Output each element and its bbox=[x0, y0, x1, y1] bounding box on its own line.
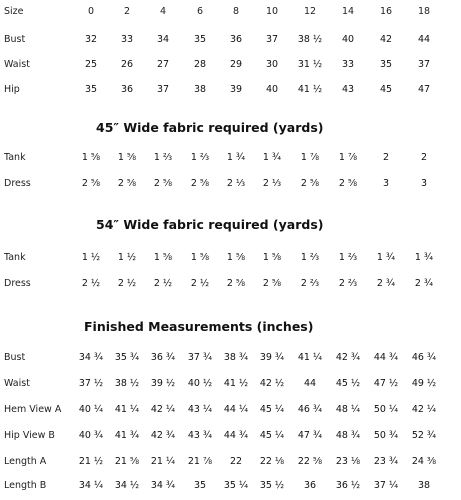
table-cell: 34 ¾ bbox=[150, 480, 176, 491]
table-cell: 1 ½ bbox=[117, 252, 137, 263]
table-cell: 47 ¾ bbox=[297, 430, 323, 441]
table-cell: 45 ¼ bbox=[259, 430, 285, 441]
table-cell: 1 ⅝ bbox=[190, 252, 210, 263]
table-cell: 44 ¾ bbox=[223, 430, 249, 441]
table-cell: 2 ⅝ bbox=[117, 178, 137, 189]
table-cell: 37 ¾ bbox=[187, 352, 213, 363]
table-cell: 1 ¾ bbox=[376, 252, 396, 263]
table-cell: 23 ¾ bbox=[373, 456, 399, 467]
table-cell: 37 ½ bbox=[78, 378, 104, 389]
table-cell: 22 ⅝ bbox=[297, 456, 323, 467]
table-cell: 46 ¾ bbox=[411, 352, 437, 363]
table-cell: 36 bbox=[229, 34, 243, 45]
table-cell: 2 ½ bbox=[190, 278, 210, 289]
table-cell: 43 bbox=[341, 84, 355, 95]
table-cell: 25 bbox=[84, 59, 98, 70]
row-label: Dress bbox=[4, 278, 31, 289]
table-cell: 40 ¾ bbox=[78, 430, 104, 441]
table-cell: 28 bbox=[193, 59, 207, 70]
table-cell: 43 ¾ bbox=[187, 430, 213, 441]
table-cell: 49 ½ bbox=[411, 378, 437, 389]
fabric-45-heading: 45″ Wide fabric required (yards) bbox=[96, 120, 324, 135]
table-cell: 2 ⅝ bbox=[226, 278, 246, 289]
table-cell: 48 ¼ bbox=[335, 404, 361, 415]
table-cell: 35 bbox=[193, 34, 207, 45]
table-cell: 47 bbox=[417, 84, 431, 95]
table-cell: 1 ⅔ bbox=[338, 252, 358, 263]
table-cell: 48 ¾ bbox=[335, 430, 361, 441]
table-cell: 33 bbox=[120, 34, 134, 45]
table-cell: 43 ¼ bbox=[187, 404, 213, 415]
table-cell: 1 ¾ bbox=[414, 252, 434, 263]
row-label: Hip bbox=[4, 84, 20, 95]
table-cell: 2 ⅝ bbox=[300, 178, 320, 189]
table-cell: 2 ½ bbox=[117, 278, 137, 289]
size-header-cell: 12 bbox=[303, 6, 317, 17]
table-cell: 46 ¾ bbox=[297, 404, 323, 415]
table-cell: 52 ¾ bbox=[411, 430, 437, 441]
row-label: Hip View B bbox=[4, 430, 55, 441]
row-label: Hem View A bbox=[4, 404, 62, 415]
table-cell: 37 bbox=[156, 84, 170, 95]
table-cell: 1 ¾ bbox=[226, 152, 246, 163]
size-header-cell: 0 bbox=[87, 6, 95, 17]
table-cell: 21 ¼ bbox=[150, 456, 176, 467]
row-label: Length B bbox=[4, 480, 47, 491]
table-cell: 42 bbox=[379, 34, 393, 45]
table-cell: 37 bbox=[417, 59, 431, 70]
row-label: Dress bbox=[4, 178, 31, 189]
table-cell: 38 ½ bbox=[114, 378, 140, 389]
table-cell: 22 bbox=[229, 456, 243, 467]
table-cell: 24 ⅜ bbox=[411, 456, 437, 467]
table-cell: 2 ½ bbox=[153, 278, 173, 289]
table-cell: 2 ¾ bbox=[414, 278, 434, 289]
table-cell: 35 ¾ bbox=[114, 352, 140, 363]
table-cell: 1 ⅞ bbox=[338, 152, 358, 163]
table-cell: 38 bbox=[417, 480, 431, 491]
table-cell: 38 ¾ bbox=[223, 352, 249, 363]
size-header-cell: 2 bbox=[123, 6, 131, 17]
table-cell: 1 ⅔ bbox=[153, 152, 173, 163]
table-cell: 41 ¼ bbox=[114, 404, 140, 415]
table-cell: 42 ¾ bbox=[335, 352, 361, 363]
table-cell: 41 ½ bbox=[297, 84, 323, 95]
table-cell: 36 bbox=[303, 480, 317, 491]
finished-heading: Finished Measurements (inches) bbox=[84, 319, 314, 334]
table-cell: 23 ⅛ bbox=[335, 456, 361, 467]
table-cell: 1 ⅝ bbox=[117, 152, 137, 163]
table-cell: 21 ⅞ bbox=[187, 456, 213, 467]
table-cell: 50 ¼ bbox=[373, 404, 399, 415]
table-cell: 1 ⅝ bbox=[81, 152, 101, 163]
table-cell: 40 bbox=[341, 34, 355, 45]
row-label: Length A bbox=[4, 456, 47, 467]
row-label: Waist bbox=[4, 378, 30, 389]
table-cell: 39 bbox=[229, 84, 243, 95]
table-cell: 1 ⅞ bbox=[300, 152, 320, 163]
table-cell: 2 ¾ bbox=[376, 278, 396, 289]
table-cell: 2 ⅔ bbox=[300, 278, 320, 289]
table-cell: 36 bbox=[120, 84, 134, 95]
table-cell: 2 ½ bbox=[81, 278, 101, 289]
table-cell: 30 bbox=[265, 59, 279, 70]
table-cell: 40 bbox=[265, 84, 279, 95]
fabric-54-heading: 54″ Wide fabric required (yards) bbox=[96, 217, 324, 232]
table-cell: 42 ¾ bbox=[150, 430, 176, 441]
size-header-cell: 18 bbox=[417, 6, 431, 17]
table-cell: 1 ⅝ bbox=[262, 252, 282, 263]
size-header-cell: 6 bbox=[196, 6, 204, 17]
table-cell: 36 ¾ bbox=[150, 352, 176, 363]
table-cell: 3 bbox=[382, 178, 390, 189]
table-cell: 34 bbox=[156, 34, 170, 45]
table-cell: 1 ⅝ bbox=[153, 252, 173, 263]
table-cell: 42 ¼ bbox=[150, 404, 176, 415]
table-cell: 1 ⅔ bbox=[300, 252, 320, 263]
table-cell: 35 ¼ bbox=[223, 480, 249, 491]
table-cell: 21 ⅝ bbox=[114, 456, 140, 467]
table-cell: 39 ½ bbox=[150, 378, 176, 389]
table-cell: 37 bbox=[265, 34, 279, 45]
table-cell: 2 ⅓ bbox=[262, 178, 282, 189]
table-cell: 2 ⅝ bbox=[153, 178, 173, 189]
table-cell: 1 ½ bbox=[81, 252, 101, 263]
table-cell: 39 ¾ bbox=[259, 352, 285, 363]
table-cell: 34 ½ bbox=[114, 480, 140, 491]
table-cell: 1 ⅝ bbox=[226, 252, 246, 263]
row-label: Tank bbox=[4, 152, 26, 163]
table-cell: 2 ⅝ bbox=[81, 178, 101, 189]
table-cell: 41 ½ bbox=[223, 378, 249, 389]
table-cell: 26 bbox=[120, 59, 134, 70]
table-cell: 35 bbox=[84, 84, 98, 95]
table-cell: 2 bbox=[420, 152, 428, 163]
table-cell: 42 ½ bbox=[259, 378, 285, 389]
size-header-cell: 14 bbox=[341, 6, 355, 17]
table-cell: 44 ¾ bbox=[373, 352, 399, 363]
size-header-cell: 16 bbox=[379, 6, 393, 17]
table-cell: 22 ⅛ bbox=[259, 456, 285, 467]
table-cell: 27 bbox=[156, 59, 170, 70]
table-cell: 38 ½ bbox=[297, 34, 323, 45]
table-cell: 32 bbox=[84, 34, 98, 45]
table-cell: 2 ⅔ bbox=[338, 278, 358, 289]
table-cell: 44 bbox=[417, 34, 431, 45]
table-cell: 44 bbox=[303, 378, 317, 389]
table-cell: 2 ⅝ bbox=[190, 178, 210, 189]
row-label: Bust bbox=[4, 352, 26, 363]
table-cell: 45 ¼ bbox=[259, 404, 285, 415]
table-cell: 31 ½ bbox=[297, 59, 323, 70]
table-cell: 2 bbox=[382, 152, 390, 163]
table-cell: 50 ¾ bbox=[373, 430, 399, 441]
table-cell: 35 ½ bbox=[259, 480, 285, 491]
row-label: Waist bbox=[4, 59, 30, 70]
table-cell: 1 ⅔ bbox=[190, 152, 210, 163]
table-cell: 21 ½ bbox=[78, 456, 104, 467]
row-label: Tank bbox=[4, 252, 26, 263]
table-cell: 2 ⅓ bbox=[226, 178, 246, 189]
row-label: Bust bbox=[4, 34, 26, 45]
table-cell: 41 ¾ bbox=[114, 430, 140, 441]
table-cell: 47 ½ bbox=[373, 378, 399, 389]
table-cell: 35 bbox=[379, 59, 393, 70]
table-cell: 35 bbox=[193, 480, 207, 491]
table-cell: 34 ¼ bbox=[78, 480, 104, 491]
size-header-cell: 10 bbox=[265, 6, 279, 17]
table-cell: 34 ¾ bbox=[78, 352, 104, 363]
size-header-label: Size bbox=[4, 6, 24, 17]
table-cell: 45 ½ bbox=[335, 378, 361, 389]
table-cell: 3 bbox=[420, 178, 428, 189]
table-cell: 40 ½ bbox=[187, 378, 213, 389]
table-cell: 38 bbox=[193, 84, 207, 95]
table-cell: 29 bbox=[229, 59, 243, 70]
size-header-cell: 8 bbox=[232, 6, 240, 17]
table-cell: 42 ¼ bbox=[411, 404, 437, 415]
table-cell: 41 ¼ bbox=[297, 352, 323, 363]
table-cell: 40 ¼ bbox=[78, 404, 104, 415]
table-cell: 44 ¼ bbox=[223, 404, 249, 415]
size-header-cell: 4 bbox=[159, 6, 167, 17]
table-cell: 2 ⅝ bbox=[262, 278, 282, 289]
table-cell: 36 ½ bbox=[335, 480, 361, 491]
table-cell: 2 ⅝ bbox=[338, 178, 358, 189]
table-cell: 45 bbox=[379, 84, 393, 95]
table-cell: 1 ¾ bbox=[262, 152, 282, 163]
table-cell: 33 bbox=[341, 59, 355, 70]
table-cell: 37 ¼ bbox=[373, 480, 399, 491]
